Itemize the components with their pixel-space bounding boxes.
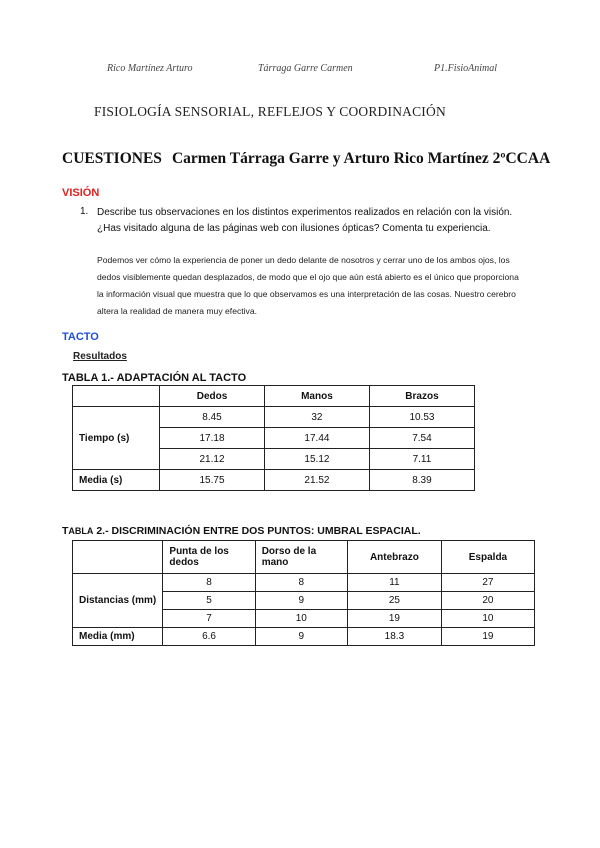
table-header-cell [73, 386, 160, 407]
table-mean-row [73, 628, 535, 646]
header-course: P1.FisioAnimal [434, 63, 498, 74]
table-row [73, 407, 475, 428]
table-header-cell [73, 541, 163, 574]
table-header-row [73, 541, 535, 574]
table-umbral-espacial [72, 540, 535, 646]
table-cell: 11 [347, 574, 441, 592]
header-author-2: Tárraga Garre Carmen [258, 63, 353, 74]
table-cell: 7 [163, 610, 255, 628]
table-header-row [73, 386, 475, 407]
table-cell: 8.39 [369, 470, 474, 491]
table2-caption-small: ABLA [68, 526, 94, 536]
mean-label: Media (mm) [73, 628, 163, 646]
resultados-heading: Resultados [73, 351, 127, 362]
row-label: Tiempo (s) [73, 407, 160, 470]
tacto-heading: TACTO [62, 331, 99, 343]
table-cell: 32 [264, 407, 369, 428]
table-header-cell: Dedos [160, 386, 265, 407]
table2-caption [62, 525, 421, 537]
header-author-1: Rico Martínez Arturo [107, 63, 193, 74]
table-cell: 15.75 [160, 470, 265, 491]
table-cell: 15.12 [264, 449, 369, 470]
table-cell: 10 [255, 610, 347, 628]
table-cell: 9 [255, 592, 347, 610]
table-cell: 20 [441, 592, 534, 610]
cuestiones-authors: Carmen Tárraga Garre y Arturo Rico Martínez 2ºCCAA [171, 150, 551, 167]
table1-caption: TABLA 1.- ADAPTACIÓN AL TACTO [62, 372, 247, 384]
table2-caption-first: T [62, 525, 69, 537]
table-header-cell: Antebrazo [347, 541, 441, 574]
table-cell: 7.54 [369, 428, 474, 449]
table2-caption-rest: 2.- DISCRIMINACIÓN ENTRE DOS PUNTOS: UMBRAL ESPACIAL. [93, 525, 421, 537]
table-row [73, 574, 535, 592]
table-cell: 17.18 [160, 428, 265, 449]
answer-text: Podemos ver cómo la experiencia de poner un dedo delante de nosotros y cerrar uno de los ambos ojos, los dedos visiblemente quedan desplazados, de modo que el ojo que aún está abierto es el único que proporciona la información visual que muestra que lo que observamos es una interpretación de las cosas. Nuestro cerebro altera la realidad de manera muy efectiva. [97, 255, 519, 316]
table-cell: 8 [163, 574, 255, 592]
mean-label: Media (s) [73, 470, 160, 491]
document-title: FISIOLOGÍA SENSORIAL, REFLEJOS Y COORDINACIÓN [94, 104, 446, 119]
table-cell: 25 [347, 592, 441, 610]
table-cell: 18.3 [347, 628, 441, 646]
table-cell: 8 [255, 574, 347, 592]
table-cell: 19 [441, 628, 534, 646]
table-cell: 10.53 [369, 407, 474, 428]
page-header [0, 63, 600, 79]
cuestiones-label: CUESTIONES [62, 150, 162, 167]
table-adaptacion-tacto [72, 385, 475, 491]
cuestiones-heading [62, 150, 550, 168]
table-cell: 19 [347, 610, 441, 628]
table-cell: 10 [441, 610, 534, 628]
table-cell: 5 [163, 592, 255, 610]
table-cell: 8.45 [160, 407, 265, 428]
question-number: 1. [80, 206, 89, 217]
table-cell: 27 [441, 574, 534, 592]
table-header-cell: Manos [264, 386, 369, 407]
table-header-cell: Punta de los dedos [163, 541, 255, 574]
row-label: Distancias (mm) [73, 574, 163, 628]
vision-heading: VISIÓN [62, 187, 100, 199]
table-cell: 9 [255, 628, 347, 646]
table-cell: 7.11 [369, 449, 474, 470]
table-cell: 21.12 [160, 449, 265, 470]
table-mean-row [73, 470, 475, 491]
question-text: Describe tus observaciones en los distintos experimentos realizados en relación con la visión. ¿Has visitado alguna de las páginas web con ilusiones ópticas? Comenta tu experiencia. [97, 207, 513, 234]
table-cell: 21.52 [264, 470, 369, 491]
table-cell: 17.44 [264, 428, 369, 449]
table-header-cell: Espalda [441, 541, 534, 574]
table-header-cell: Dorso de la mano [255, 541, 347, 574]
table-header-cell: Brazos [369, 386, 474, 407]
table-cell: 6.6 [163, 628, 255, 646]
